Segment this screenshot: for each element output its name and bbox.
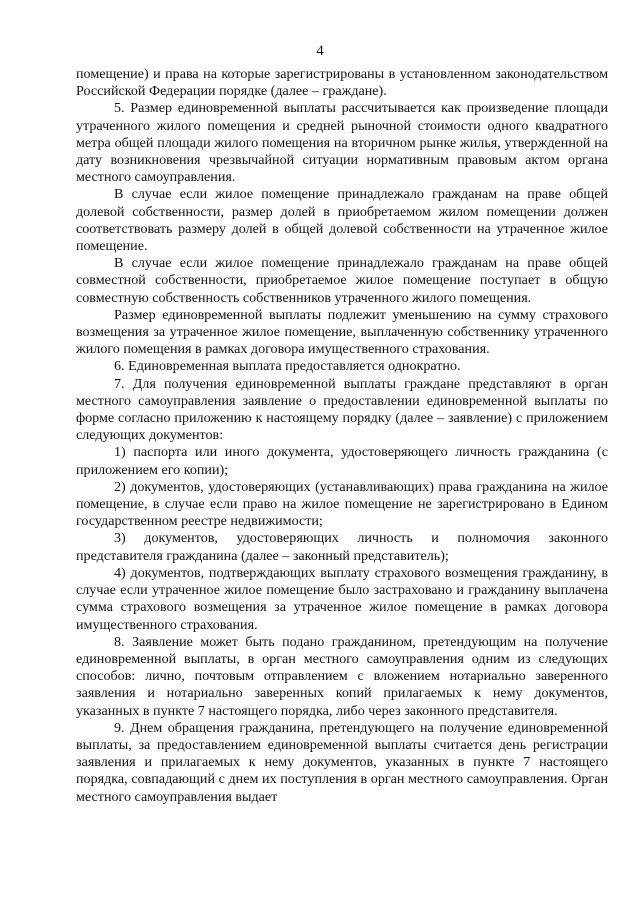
- document-body: [76, 66, 608, 806]
- paragraph-item-5: 5. Размер единовременной выплаты рассчитывается как произведение площади утраченного жилого помещения и средней рыночной стоимости одного квадратного метра общей площади жилого помещения на вторичном рынке жилья, утвержденной на дату возникновения чрезвычайной ситуации нормативным правовым актом органа местного самоуправления.: [76, 100, 608, 186]
- paragraph-continuation: помещение) и права на которые зарегистрированы в установленном законодательством Российской Федерации порядке (далее – граждане).: [76, 66, 608, 100]
- page-number: 4: [316, 43, 324, 59]
- list-item-1: 1) паспорта или иного документа, удостоверяющего личность гражданина (с приложением его копии);: [76, 444, 608, 478]
- paragraph-item-8: 8. Заявление может быть подано гражданином, претендующим на получение единовременной выплаты, в орган местного самоуправления одним из следующих способов: лично, почтовым отправлением с вложением нотариально заверенного заявления и нотариально заверенных копий прилагаемых к нему документов, указанных в пункте 7 настоящего порядка, либо через законного представителя.: [76, 633, 608, 719]
- paragraph-joint-ownership: В случае если жилое помещение принадлежало гражданам на праве общей совместной собственности, приобретаемое жилое помещение поступает в общую совместную собственность собственников утраченного жилого помещения.: [76, 255, 608, 306]
- list-item-4: 4) документов, подтверждающих выплату страхового возмещения гражданину, в случае если утраченное жилое помещение было застраховано и гражданину выплачена сумма страхового возмещения за утраченное жилое помещение в рамках договора имущественного страхования.: [76, 564, 608, 633]
- list-item-3: 3) документов, удостоверяющих личность и полномочия законного представителя гражданина (далее – законный представитель);: [76, 530, 608, 564]
- paragraph-item-9: 9. Днем обращения гражданина, претендующего на получение единовременной выплаты, за предоставлением единовременной выплаты считается день регистрации заявления и прилагаемых к нему документов, указанных в пункте 7 настоящего порядка, совпадающий с днем их поступления в орган местного самоуправления. Орган местного самоуправления выдает: [76, 719, 608, 805]
- paragraph-shared-ownership: В случае если жилое помещение принадлежало гражданам на праве общей долевой собственности, размер долей в приобретаемом жилом помещении должен соответствовать размеру долей в общей долевой собственности на утраченное жилое помещение.: [76, 186, 608, 255]
- paragraph-insurance-reduction: Размер единовременной выплаты подлежит уменьшению на сумму страхового возмещения за утраченное жилое помещение, выплаченную собственнику утраченного жилого помещения в рамках договора имущественного страхования.: [76, 306, 608, 358]
- paragraph-item-6: 6. Единовременная выплата предоставляется однократно.: [114, 358, 461, 375]
- paragraph-item-7: 7. Для получения единовременной выплаты граждане представляют в орган местного самоуправления заявление о предоставлении единовременной выплаты по форме согласно приложению к настоящему порядку (далее – заявление) с приложением следующих документов:: [76, 375, 608, 444]
- list-item-2: 2) документов, удостоверяющих (устанавливающих) права гражданина на жилое помещение, в случае если право на жилое помещение не зарегистрировано в Едином государственном реестре недвижимости;: [76, 478, 608, 530]
